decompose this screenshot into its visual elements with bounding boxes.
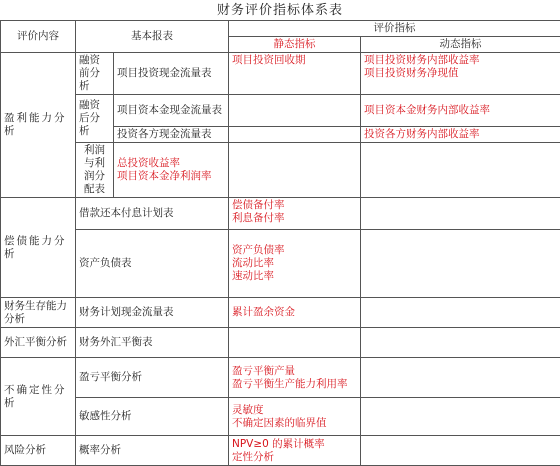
static-interest-coverage: 利息备付率 — [232, 212, 357, 225]
dynamic-empty-4 — [361, 298, 560, 328]
static-sensitivity — [229, 398, 361, 436]
static-breakeven-output: 盈亏平衡产量 — [232, 365, 357, 378]
sub-post-financing: 融资后分析 — [76, 95, 114, 143]
category-solvency: 偿债能力分析 — [1, 198, 76, 298]
static-capital-net-profit: 项目资本金净利润率 — [117, 170, 225, 183]
static-debt-coverage: 偿债备付率 — [232, 199, 357, 212]
static-sensitivity-degree: 灵敏度 — [232, 404, 357, 417]
dynamic-project-investment — [361, 53, 560, 95]
static-cumulative-surplus: 累计盈余资金 — [229, 298, 361, 328]
static-breakeven — [229, 358, 361, 398]
static-critical-value: 不确定因素的临界值 — [232, 417, 357, 430]
dynamic-empty-2 — [361, 198, 560, 230]
static-npv-probability: NPV≥0 的累计概率 — [232, 438, 357, 451]
dynamic-investor-irr: 投资各方财务内部收益率 — [361, 127, 560, 143]
dynamic-empty-7 — [361, 398, 560, 436]
dynamic-empty-6 — [361, 358, 560, 398]
static-risk — [229, 436, 361, 466]
header-dynamic: 动态指标 — [361, 37, 560, 53]
header-category: 评价内容 — [1, 21, 76, 53]
report-probability: 概率分析 — [76, 436, 229, 466]
dynamic-empty-1 — [229, 143, 361, 198]
dynamic-capital-irr: 项目资本金财务内部收益率 — [361, 95, 560, 127]
static-payback-period: 项目投资回收期 — [229, 53, 361, 95]
dynamic-empty-3 — [361, 230, 560, 298]
static-return-rates — [114, 143, 229, 198]
sub-pre-financing: 融资前分析 — [76, 53, 114, 95]
category-forex: 外汇平衡分析 — [1, 328, 76, 358]
report-project-investment-cashflow: 项目投资现金流量表 — [114, 53, 229, 95]
static-quick-ratio: 速动比率 — [232, 270, 357, 283]
static-coverage-ratios — [229, 198, 361, 230]
static-current-ratio: 流动比率 — [232, 257, 357, 270]
table-wrapper — [0, 20, 560, 441]
report-capital-cashflow: 项目资本金现金流量表 — [114, 95, 229, 127]
dynamic-empty-8 — [361, 436, 560, 466]
category-survival: 财务生存能力分析 — [1, 298, 76, 328]
financial-evaluation-table — [0, 20, 560, 466]
static-empty-3 — [229, 328, 361, 358]
category-uncertainty: 不确定性分析 — [1, 358, 76, 436]
dynamic-empty-5 — [361, 328, 560, 358]
static-liquidity-ratios — [229, 230, 361, 298]
report-sensitivity: 敏感性分析 — [76, 398, 229, 436]
header-static: 静态指标 — [229, 37, 361, 53]
static-roi: 总投资收益率 — [117, 157, 225, 170]
report-balance-sheet: 资产负债表 — [76, 230, 229, 298]
static-qualitative: 定性分析 — [232, 451, 357, 464]
report-investor-cashflow: 投资各方现金流量表 — [114, 127, 229, 143]
static-empty-2 — [229, 127, 361, 143]
report-financial-plan-cashflow: 财务计划现金流量表 — [76, 298, 229, 328]
static-debt-ratio: 资产负债率 — [232, 244, 357, 257]
static-breakeven-capacity: 盈亏平衡生产能力利用率 — [232, 378, 357, 391]
report-breakeven: 盈亏平衡分析 — [76, 358, 229, 398]
header-basic-reports: 基本报表 — [76, 21, 229, 53]
static-empty-1 — [229, 95, 361, 127]
report-forex-balance: 财务外汇平衡表 — [76, 328, 229, 358]
report-loan-repayment: 借款还本付息计划表 — [76, 198, 229, 230]
table-title: 财务评价指标体系表 — [0, 2, 560, 20]
dynamic-project-npv: 项目投资财务净现值 — [364, 67, 557, 80]
category-profitability: 盈利能力分析 — [1, 53, 76, 198]
dynamic-project-irr: 项目投资财务内部收益率 — [364, 54, 557, 67]
category-risk: 风险分析 — [1, 436, 76, 466]
header-indicators: 评价指标 — [229, 21, 560, 37]
report-profit-distribution: 利润与利润分配表 — [76, 143, 114, 198]
